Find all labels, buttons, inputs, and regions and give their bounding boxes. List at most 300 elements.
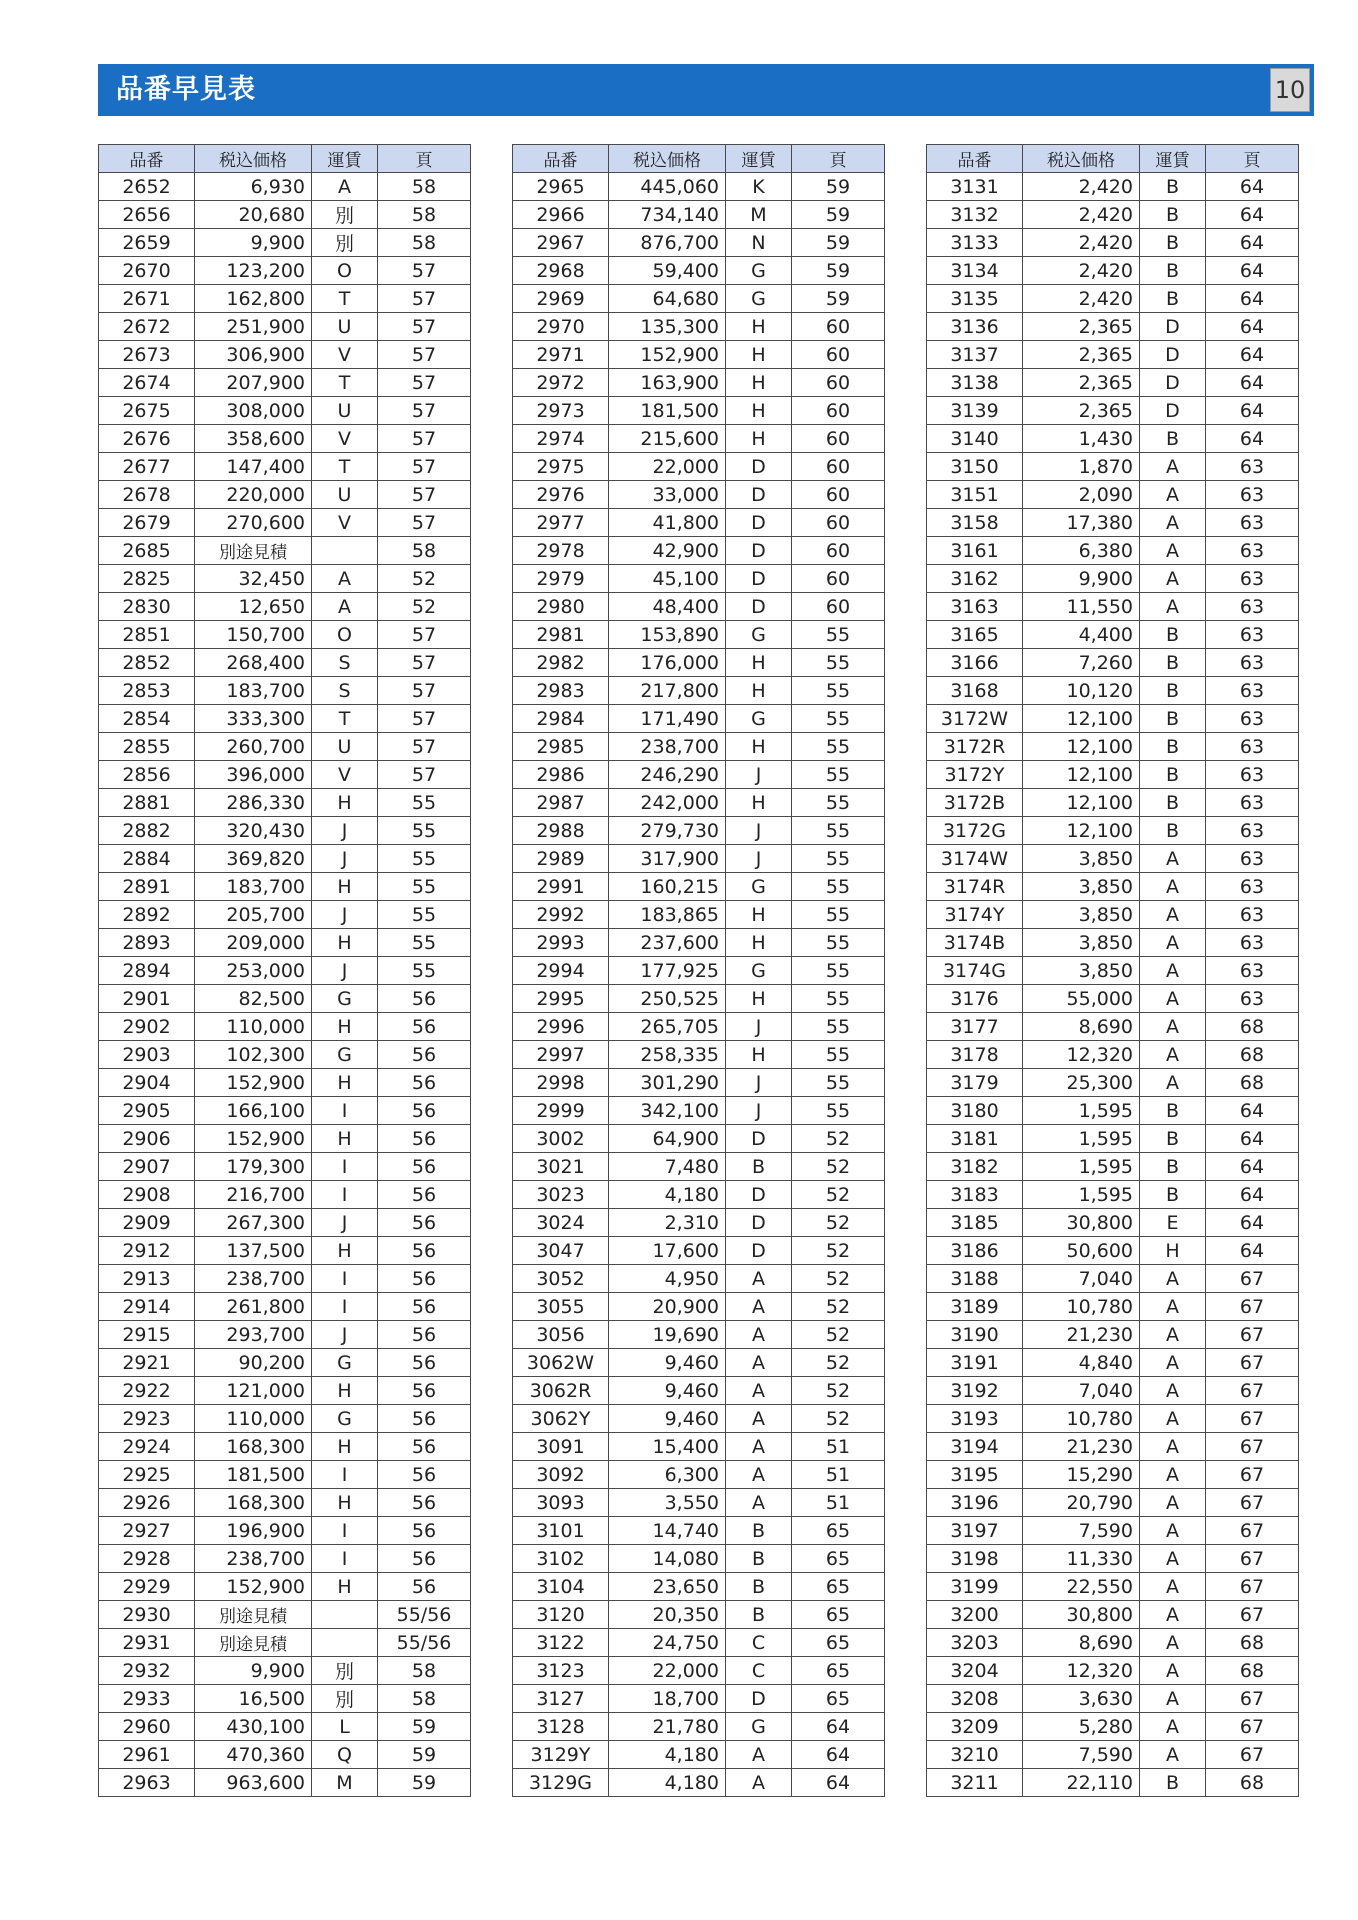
freight-cell: D [726, 1685, 792, 1713]
part-number-cell: 2901 [99, 985, 195, 1013]
freight-cell: B [1140, 173, 1206, 201]
price-cell: 9,460 [609, 1349, 726, 1377]
table-row [927, 341, 1299, 369]
price-table-1 [98, 144, 471, 1797]
price-cell: 12,100 [1023, 817, 1140, 845]
price-cell: 7,260 [1023, 649, 1140, 677]
table-row [99, 621, 471, 649]
freight-cell: A [312, 593, 378, 621]
freight-cell: J [312, 817, 378, 845]
price-cell: 5,280 [1023, 1713, 1140, 1741]
freight-cell: D [726, 1125, 792, 1153]
page-ref-cell: 64 [1206, 1181, 1299, 1209]
table-row [513, 649, 885, 677]
page-ref-cell: 65 [792, 1657, 885, 1685]
price-cell: 12,100 [1023, 705, 1140, 733]
page-ref-cell: 60 [792, 425, 885, 453]
page-ref-cell: 55 [792, 705, 885, 733]
price-cell: 22,550 [1023, 1573, 1140, 1601]
price-cell: 12,650 [195, 593, 312, 621]
freight-cell: A [726, 1461, 792, 1489]
table-row [927, 313, 1299, 341]
price-cell: 9,900 [1023, 565, 1140, 593]
price-cell: 15,290 [1023, 1461, 1140, 1489]
price-cell: 181,500 [195, 1461, 312, 1489]
table-row [99, 845, 471, 873]
table-row [99, 733, 471, 761]
freight-cell: D [1140, 369, 1206, 397]
table-row [513, 397, 885, 425]
page-ref-cell: 67 [1206, 1601, 1299, 1629]
price-cell: 3,550 [609, 1489, 726, 1517]
page-ref-cell: 63 [1206, 593, 1299, 621]
freight-cell: J [312, 901, 378, 929]
price-cell: 22,110 [1023, 1769, 1140, 1797]
price-cell: 11,550 [1023, 593, 1140, 621]
part-number-cell: 3189 [927, 1293, 1023, 1321]
freight-cell: H [726, 929, 792, 957]
page-ref-cell: 63 [1206, 481, 1299, 509]
price-cell: 250,525 [609, 985, 726, 1013]
page-ref-cell: 52 [792, 1265, 885, 1293]
page-ref-cell: 56 [378, 1405, 471, 1433]
freight-cell: B [1140, 285, 1206, 313]
table-row [927, 957, 1299, 985]
price-cell: 8,690 [1023, 1629, 1140, 1657]
table-row [513, 1405, 885, 1433]
page-ref-cell: 55 [792, 901, 885, 929]
freight-cell: B [1140, 1097, 1206, 1125]
part-number-cell: 2679 [99, 509, 195, 537]
part-number-cell: 3002 [513, 1125, 609, 1153]
table-row [513, 677, 885, 705]
price-cell: 2,420 [1023, 201, 1140, 229]
page-ref-cell: 55 [378, 789, 471, 817]
price-cell: 265,705 [609, 1013, 726, 1041]
freight-cell: A [1140, 873, 1206, 901]
part-number-cell: 2925 [99, 1461, 195, 1489]
part-number-cell: 2854 [99, 705, 195, 733]
freight-cell: T [312, 285, 378, 313]
page-ref-cell: 59 [792, 285, 885, 313]
price-cell: 6,380 [1023, 537, 1140, 565]
table-row [927, 229, 1299, 257]
table-row [927, 425, 1299, 453]
page-ref-cell: 55 [378, 817, 471, 845]
price-cell: 162,800 [195, 285, 312, 313]
part-number-cell: 3211 [927, 1769, 1023, 1797]
price-cell: 90,200 [195, 1349, 312, 1377]
table-row [927, 201, 1299, 229]
table-row [513, 901, 885, 929]
price-cell: 2,090 [1023, 481, 1140, 509]
part-number-cell: 3200 [927, 1601, 1023, 1629]
price-cell: 21,780 [609, 1713, 726, 1741]
part-number-cell: 2851 [99, 621, 195, 649]
price-cell: 123,200 [195, 257, 312, 285]
page-ref-cell: 57 [378, 369, 471, 397]
page-ref-cell: 63 [1206, 873, 1299, 901]
freight-cell: B [726, 1153, 792, 1181]
page-ref-cell: 63 [1206, 565, 1299, 593]
table-header-row [99, 145, 471, 173]
freight-cell: H [726, 313, 792, 341]
part-number-cell: 2976 [513, 481, 609, 509]
page-ref-cell: 64 [1206, 369, 1299, 397]
freight-cell: A [312, 173, 378, 201]
page-ref-cell: 57 [378, 285, 471, 313]
part-number-cell: 2926 [99, 1489, 195, 1517]
page-ref-cell: 60 [792, 313, 885, 341]
table-row [99, 1685, 471, 1713]
table-row [513, 425, 885, 453]
part-number-cell: 2970 [513, 313, 609, 341]
page-ref-cell: 56 [378, 1265, 471, 1293]
freight-cell: L [312, 1713, 378, 1741]
table-row [513, 257, 885, 285]
freight-cell: H [1140, 1237, 1206, 1265]
price-cell: 152,900 [609, 341, 726, 369]
table-row [513, 733, 885, 761]
page-ref-cell: 56 [378, 1517, 471, 1545]
price-cell: 7,480 [609, 1153, 726, 1181]
table-row [927, 761, 1299, 789]
part-number-cell: 2881 [99, 789, 195, 817]
freight-cell: D [726, 453, 792, 481]
freight-cell: A [1140, 957, 1206, 985]
freight-cell: H [312, 1433, 378, 1461]
page-ref-cell: 60 [792, 369, 885, 397]
part-number-cell: 2677 [99, 453, 195, 481]
table-row [99, 1405, 471, 1433]
part-number-cell: 2979 [513, 565, 609, 593]
freight-cell: G [312, 1041, 378, 1069]
part-number-cell: 3062Y [513, 1405, 609, 1433]
part-number-cell: 3181 [927, 1125, 1023, 1153]
part-number-cell: 3062R [513, 1377, 609, 1405]
part-number-cell: 3192 [927, 1377, 1023, 1405]
freight-cell: B [1140, 761, 1206, 789]
freight-cell: B [1140, 229, 1206, 257]
part-number-cell: 3136 [927, 313, 1023, 341]
part-number-cell: 2908 [99, 1181, 195, 1209]
freight-cell: D [726, 1209, 792, 1237]
page-ref-cell: 63 [1206, 537, 1299, 565]
freight-cell: G [312, 985, 378, 1013]
freight-cell: B [1140, 1769, 1206, 1797]
freight-cell: H [726, 649, 792, 677]
part-number-cell: 3101 [513, 1517, 609, 1545]
table-row [99, 957, 471, 985]
price-cell: 2,365 [1023, 313, 1140, 341]
table-row [927, 1573, 1299, 1601]
page-ref-cell: 59 [792, 229, 885, 257]
table-row [99, 1069, 471, 1097]
price-cell: 10,780 [1023, 1405, 1140, 1433]
freight-cell: J [726, 1069, 792, 1097]
table-row [513, 621, 885, 649]
table-row [99, 761, 471, 789]
page-ref-cell: 57 [378, 621, 471, 649]
table-row [513, 1433, 885, 1461]
freight-cell: A [1140, 845, 1206, 873]
price-cell: 2,365 [1023, 397, 1140, 425]
price-cell: 258,335 [609, 1041, 726, 1069]
header-page: 頁 [378, 145, 471, 173]
page-ref-cell: 68 [1206, 1013, 1299, 1041]
part-number-cell: 2924 [99, 1433, 195, 1461]
price-cell: 41,800 [609, 509, 726, 537]
part-number-cell: 2929 [99, 1573, 195, 1601]
table-row [927, 173, 1299, 201]
table-row [99, 397, 471, 425]
price-cell: 3,850 [1023, 845, 1140, 873]
freight-cell: A [726, 1349, 792, 1377]
table-row [513, 1209, 885, 1237]
page-ref-cell: 58 [378, 537, 471, 565]
page-ref-cell: 63 [1206, 677, 1299, 705]
part-number-cell: 2921 [99, 1349, 195, 1377]
part-number-cell: 3196 [927, 1489, 1023, 1517]
price-cell: 20,900 [609, 1293, 726, 1321]
part-number-cell: 2982 [513, 649, 609, 677]
page-ref-cell: 55/56 [378, 1629, 471, 1657]
table-row [927, 705, 1299, 733]
part-number-cell: 3165 [927, 621, 1023, 649]
table-row [99, 173, 471, 201]
part-number-cell: 2961 [99, 1741, 195, 1769]
freight-cell: H [726, 397, 792, 425]
freight-cell: O [312, 621, 378, 649]
part-number-cell: 2996 [513, 1013, 609, 1041]
table-row [927, 929, 1299, 957]
page-ref-cell: 67 [1206, 1293, 1299, 1321]
freight-cell: H [726, 1041, 792, 1069]
price-cell: 396,000 [195, 761, 312, 789]
freight-cell: H [312, 1013, 378, 1041]
freight-cell: B [1140, 257, 1206, 285]
part-number-cell: 3194 [927, 1433, 1023, 1461]
price-cell: 251,900 [195, 313, 312, 341]
price-cell: 308,000 [195, 397, 312, 425]
table-row [99, 985, 471, 1013]
freight-cell: T [312, 705, 378, 733]
freight-cell: E [1140, 1209, 1206, 1237]
price-cell: 10,780 [1023, 1293, 1140, 1321]
table-row [513, 341, 885, 369]
page-ref-cell: 64 [792, 1713, 885, 1741]
price-table-3 [926, 144, 1299, 1797]
price-cell: 181,500 [609, 397, 726, 425]
freight-cell: A [1140, 985, 1206, 1013]
part-number-cell: 3179 [927, 1069, 1023, 1097]
freight-cell: B [1140, 649, 1206, 677]
freight-cell: I [312, 1097, 378, 1125]
price-cell: 12,100 [1023, 733, 1140, 761]
freight-cell: G [726, 957, 792, 985]
freight-cell: A [1140, 565, 1206, 593]
price-cell: 6,930 [195, 173, 312, 201]
freight-cell: N [726, 229, 792, 257]
page-ref-cell: 57 [378, 397, 471, 425]
page-ref-cell: 55 [378, 901, 471, 929]
price-cell: 2,420 [1023, 229, 1140, 257]
part-number-cell: 2984 [513, 705, 609, 733]
part-number-cell: 2912 [99, 1237, 195, 1265]
part-number-cell: 2904 [99, 1069, 195, 1097]
table-row [513, 1545, 885, 1573]
price-cell: 1,595 [1023, 1153, 1140, 1181]
table-row [927, 985, 1299, 1013]
part-number-cell: 3174B [927, 929, 1023, 957]
table-row [927, 817, 1299, 845]
price-cell: 152,900 [195, 1573, 312, 1601]
page-ref-cell: 64 [792, 1769, 885, 1797]
freight-cell: B [1140, 621, 1206, 649]
table-row [927, 1321, 1299, 1349]
page-ref-cell: 63 [1206, 789, 1299, 817]
page-ref-cell: 55 [792, 1013, 885, 1041]
part-number-cell: 2999 [513, 1097, 609, 1125]
price-cell: 12,320 [1023, 1657, 1140, 1685]
part-number-cell: 3062W [513, 1349, 609, 1377]
table-row [927, 901, 1299, 929]
price-cell: 7,590 [1023, 1741, 1140, 1769]
freight-cell: B [1140, 1181, 1206, 1209]
freight-cell: H [312, 1489, 378, 1517]
page-ref-cell: 55 [792, 985, 885, 1013]
part-number-cell: 2989 [513, 845, 609, 873]
table-row [927, 1601, 1299, 1629]
page-ref-cell: 64 [1206, 397, 1299, 425]
part-number-cell: 3151 [927, 481, 1023, 509]
page-ref-cell: 57 [378, 313, 471, 341]
page-ref-cell: 51 [792, 1461, 885, 1489]
price-cell: 216,700 [195, 1181, 312, 1209]
freight-cell: V [312, 425, 378, 453]
table-row [513, 1041, 885, 1069]
table-row [513, 1349, 885, 1377]
part-number-cell: 2988 [513, 817, 609, 845]
header-price: 税込価格 [609, 145, 726, 173]
part-number-cell: 3191 [927, 1349, 1023, 1377]
part-number-cell: 2905 [99, 1097, 195, 1125]
price-cell: 30,800 [1023, 1601, 1140, 1629]
price-cell: 150,700 [195, 621, 312, 649]
part-number-cell: 2893 [99, 929, 195, 957]
page-ref-cell: 60 [792, 481, 885, 509]
page-ref-cell: 58 [378, 229, 471, 257]
page-ref-cell: 63 [1206, 705, 1299, 733]
header-page: 頁 [1206, 145, 1299, 173]
part-number-cell: 3178 [927, 1041, 1023, 1069]
freight-cell: A [1140, 1629, 1206, 1657]
table-row [927, 1713, 1299, 1741]
part-number-cell: 2670 [99, 257, 195, 285]
price-table-2 [512, 144, 885, 1797]
freight-cell: G [726, 621, 792, 649]
freight-cell: C [726, 1629, 792, 1657]
part-number-cell: 3150 [927, 453, 1023, 481]
freight-cell: A [1140, 1293, 1206, 1321]
table-row [927, 649, 1299, 677]
price-cell: 21,230 [1023, 1433, 1140, 1461]
freight-cell: A [726, 1489, 792, 1517]
table-row [99, 1237, 471, 1265]
freight-cell: J [726, 817, 792, 845]
page-ref-cell: 56 [378, 1097, 471, 1125]
table-row [927, 1545, 1299, 1573]
price-cell: 9,460 [609, 1405, 726, 1433]
header-bar [98, 64, 1314, 116]
price-cell: 4,950 [609, 1265, 726, 1293]
page-ref-cell: 55 [792, 621, 885, 649]
page-ref-cell: 57 [378, 453, 471, 481]
freight-cell: H [312, 1237, 378, 1265]
price-cell: 12,100 [1023, 761, 1140, 789]
price-cell: 261,800 [195, 1293, 312, 1321]
table-row [927, 397, 1299, 425]
part-number-cell: 2965 [513, 173, 609, 201]
table-row [927, 1181, 1299, 1209]
freight-cell: A [1140, 593, 1206, 621]
price-cell: 24,750 [609, 1629, 726, 1657]
page-ref-cell: 55 [792, 677, 885, 705]
page-ref-cell: 55 [378, 929, 471, 957]
header-part-number: 品番 [927, 145, 1023, 173]
page-ref-cell: 67 [1206, 1265, 1299, 1293]
freight-cell: H [312, 1573, 378, 1601]
table-row [99, 1657, 471, 1685]
part-number-cell: 3183 [927, 1181, 1023, 1209]
table-row [927, 1377, 1299, 1405]
table-row [513, 481, 885, 509]
price-cell: 342,100 [609, 1097, 726, 1125]
part-number-cell: 3052 [513, 1265, 609, 1293]
price-cell: 21,230 [1023, 1321, 1140, 1349]
table-row [927, 789, 1299, 817]
part-number-cell: 2656 [99, 201, 195, 229]
price-cell: 48,400 [609, 593, 726, 621]
price-cell: 734,140 [609, 201, 726, 229]
price-cell: 238,700 [609, 733, 726, 761]
freight-cell: H [312, 789, 378, 817]
freight-cell: B [1140, 733, 1206, 761]
table-row [513, 1713, 885, 1741]
part-number-cell: 2853 [99, 677, 195, 705]
page-ref-cell: 55 [792, 1041, 885, 1069]
freight-cell: 別 [312, 1657, 378, 1685]
freight-cell: A [1140, 1349, 1206, 1377]
page-ref-cell: 67 [1206, 1405, 1299, 1433]
part-number-cell: 3210 [927, 1741, 1023, 1769]
table-row [99, 201, 471, 229]
price-cell: 166,100 [195, 1097, 312, 1125]
freight-cell: A [1140, 537, 1206, 565]
table-row [513, 1573, 885, 1601]
price-cell: 4,180 [609, 1769, 726, 1797]
part-number-cell: 3186 [927, 1237, 1023, 1265]
freight-cell: A [1140, 1069, 1206, 1097]
table-row [927, 1489, 1299, 1517]
price-cell: 16,500 [195, 1685, 312, 1713]
page-ref-cell: 56 [378, 1433, 471, 1461]
freight-cell: A [1140, 1517, 1206, 1545]
part-number-cell: 3131 [927, 173, 1023, 201]
price-cell: 2,310 [609, 1209, 726, 1237]
page-ref-cell: 63 [1206, 621, 1299, 649]
freight-cell: D [726, 481, 792, 509]
